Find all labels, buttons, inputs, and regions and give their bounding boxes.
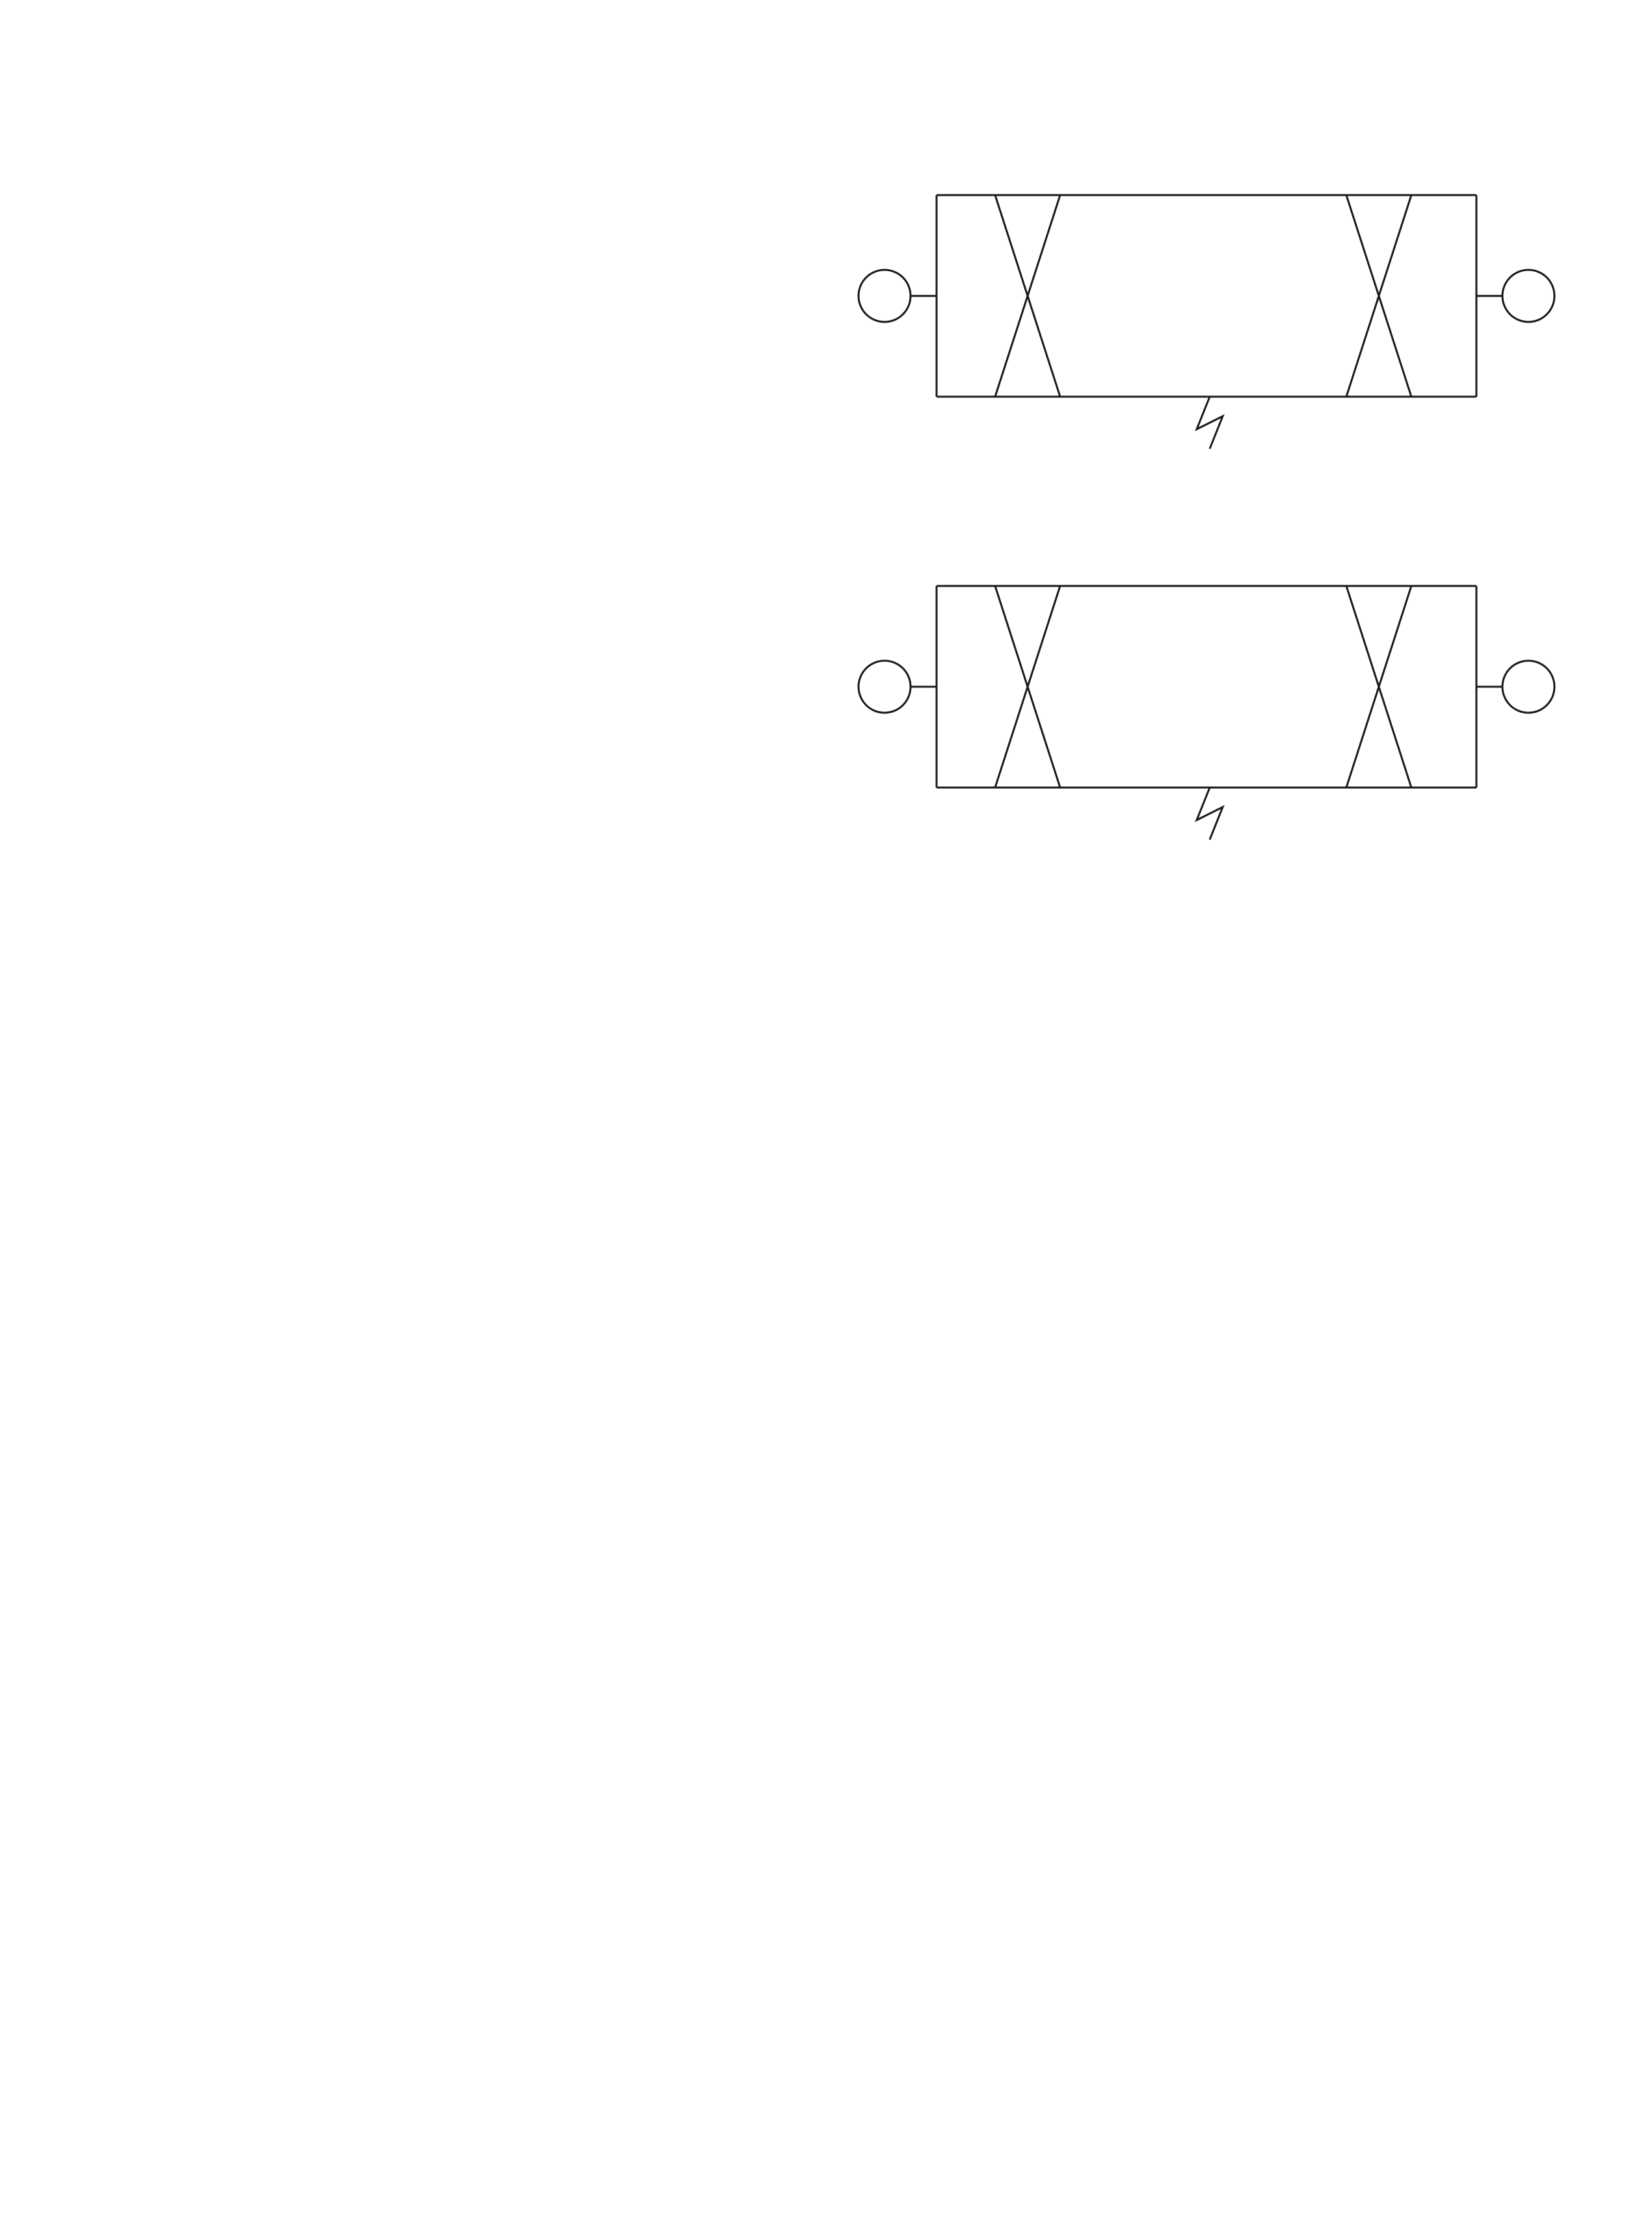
paragraph xyxy=(104,385,819,463)
paragraph xyxy=(846,1332,1561,1410)
paragraph xyxy=(104,124,819,202)
paragraph xyxy=(846,1245,1561,1323)
paragraph xyxy=(846,1601,1561,1679)
figure-caption xyxy=(846,905,1561,957)
page-number xyxy=(104,2146,143,2177)
paragraph xyxy=(104,990,819,1068)
paragraph xyxy=(104,544,819,622)
formula xyxy=(104,633,819,711)
paragraph xyxy=(846,1070,1561,1148)
paragraph xyxy=(104,298,819,376)
paragraph xyxy=(846,983,1561,1061)
paragraph xyxy=(104,211,819,289)
formula xyxy=(104,813,819,891)
circuit-diagram-b xyxy=(846,514,1561,879)
section-heading xyxy=(104,502,819,528)
formula xyxy=(846,1422,1561,1500)
paragraph xyxy=(104,723,819,801)
left-column xyxy=(104,124,819,1251)
paragraph xyxy=(104,1077,819,1155)
formula xyxy=(846,1511,1561,1589)
paragraph xyxy=(846,1158,1561,1236)
paragraph xyxy=(104,903,819,981)
right-column xyxy=(846,124,1561,1688)
paragraph xyxy=(104,1164,819,1242)
circuit-diagram-a xyxy=(846,124,1561,488)
